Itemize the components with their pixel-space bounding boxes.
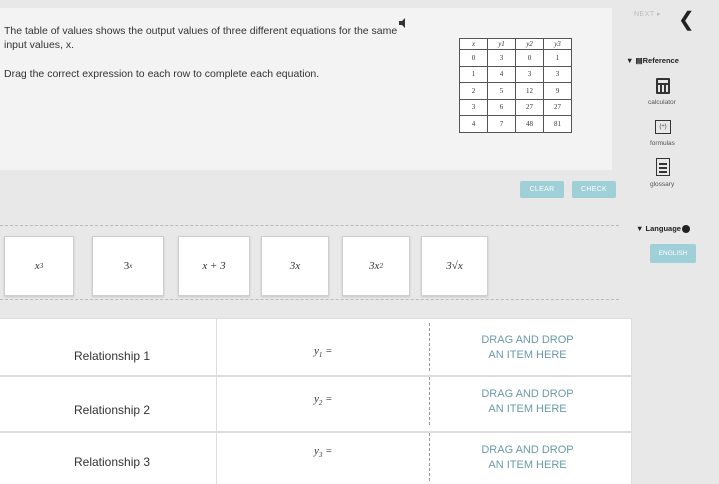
table-cell: 0	[460, 50, 488, 67]
formula-icon[interactable]: (÷)	[655, 120, 671, 134]
table-row	[460, 66, 572, 83]
equation-subscript: 2	[318, 399, 323, 408]
question-instruction: Drag the correct expression to each row to complete each equation.	[4, 68, 320, 80]
question-prompt: The table of values shows the output values of three different equations for the same input values, x.	[4, 25, 398, 51]
table-row	[0, 318, 632, 376]
drop-hint: DRAG AND DROP	[481, 334, 574, 346]
table-cell: 4	[460, 116, 488, 133]
question-panel	[0, 8, 612, 170]
tile-item[interactable]	[261, 236, 329, 296]
calculator-label[interactable]: calculator	[648, 99, 676, 106]
tile-base: 3	[123, 260, 130, 272]
next-label: NEXT	[634, 11, 655, 18]
equation-var: y	[314, 445, 319, 457]
tile-item[interactable]	[421, 236, 488, 296]
equation-sign: =	[322, 393, 333, 405]
table-row	[0, 376, 632, 432]
tile-exponent: x	[129, 262, 133, 270]
table-cell: 7	[488, 116, 516, 133]
tile-base: x	[34, 260, 40, 272]
table-cell: 27	[516, 99, 544, 116]
next-button[interactable]	[634, 10, 661, 18]
tile-bank	[0, 225, 619, 300]
book-icon: ▤	[635, 56, 643, 65]
divider	[216, 319, 217, 375]
tile-base: 3√x	[446, 260, 463, 272]
table-row	[460, 83, 572, 100]
table-cell: 5	[488, 83, 516, 100]
table-header-cell: y3	[544, 39, 572, 50]
drop-hint: AN ITEM HERE	[488, 349, 567, 361]
table-cell: 27	[544, 99, 572, 116]
equation-subscript: 3	[318, 451, 323, 460]
table-cell: 3	[460, 99, 488, 116]
table-header-cell: y1	[488, 39, 516, 50]
chevron-left-icon[interactable]: ❮	[678, 9, 695, 31]
drop-zone[interactable]	[429, 433, 625, 481]
equation-label	[314, 445, 333, 459]
language-label: Language	[645, 224, 681, 233]
table-cell: 6	[488, 99, 516, 116]
calculator-icon[interactable]	[656, 78, 670, 94]
tile-base: 3x	[369, 260, 380, 272]
table-cell: 81	[544, 116, 572, 133]
tile-base: x + 3	[202, 260, 226, 272]
table-cell: 48	[516, 116, 544, 133]
reference-label: Reference	[642, 56, 679, 65]
glossary-icon[interactable]	[656, 158, 670, 176]
caret-down-icon: ▼	[626, 56, 634, 65]
table-cell: 1	[460, 66, 488, 83]
table-row	[460, 116, 572, 133]
table-cell: 2	[460, 83, 488, 100]
language-header[interactable]	[636, 224, 690, 233]
tile-item[interactable]	[342, 236, 410, 296]
table-cell: 3	[516, 66, 544, 83]
play-icon: ▸	[657, 11, 662, 18]
english-button[interactable]: ENGLISH	[650, 244, 696, 263]
tile-item[interactable]	[178, 236, 250, 296]
divider	[216, 433, 217, 484]
tile-exponent: 2	[379, 262, 383, 270]
tile-base: 3x	[289, 260, 301, 272]
table-cell: 3	[488, 50, 516, 67]
glossary-label[interactable]: glossary	[650, 181, 675, 188]
equation-subscript: 1	[318, 351, 323, 360]
relationship-label: Relationship 3	[74, 455, 151, 469]
info-icon[interactable]	[682, 225, 690, 233]
tile-item[interactable]	[92, 236, 164, 296]
values-table	[459, 38, 572, 133]
drop-zone[interactable]	[429, 323, 625, 371]
drop-hint: DRAG AND DROP	[481, 444, 574, 456]
speaker-icon[interactable]	[398, 18, 414, 32]
table-cell: 12	[516, 83, 544, 100]
drop-hint: AN ITEM HERE	[488, 459, 567, 471]
table-header-cell: x	[460, 39, 488, 50]
relationship-label: Relationship 2	[74, 403, 151, 417]
drop-zone[interactable]	[429, 377, 625, 425]
clear-button[interactable]: CLEAR	[520, 181, 564, 198]
table-cell: 0	[516, 50, 544, 67]
reference-header[interactable]	[626, 56, 679, 65]
table-header-cell: y2	[516, 39, 544, 50]
caret-down-icon: ▼	[636, 224, 644, 233]
relationship-table	[0, 312, 632, 484]
equation-sign: =	[322, 445, 333, 457]
table-row	[0, 432, 632, 484]
formulas-label[interactable]: formulas	[650, 140, 675, 147]
table-cell: 1	[544, 50, 572, 67]
table-cell: 4	[488, 66, 516, 83]
table-header-row	[460, 39, 572, 50]
tile-item[interactable]	[4, 236, 74, 296]
equation-label	[314, 345, 333, 359]
tile-exponent: 3	[39, 262, 44, 270]
table-row	[460, 50, 572, 67]
check-button[interactable]: CHECK	[572, 181, 616, 198]
table-row	[460, 99, 572, 116]
equation-sign: =	[322, 345, 333, 357]
table-cell: 9	[544, 83, 572, 100]
equation-var: y	[314, 345, 319, 357]
drop-hint: DRAG AND DROP	[481, 388, 574, 400]
divider	[216, 377, 217, 431]
table-cell: 3	[544, 66, 572, 83]
relationship-label: Relationship 1	[74, 349, 151, 363]
drop-hint: AN ITEM HERE	[488, 403, 567, 415]
equation-var: y	[314, 393, 319, 405]
equation-label	[314, 393, 333, 407]
